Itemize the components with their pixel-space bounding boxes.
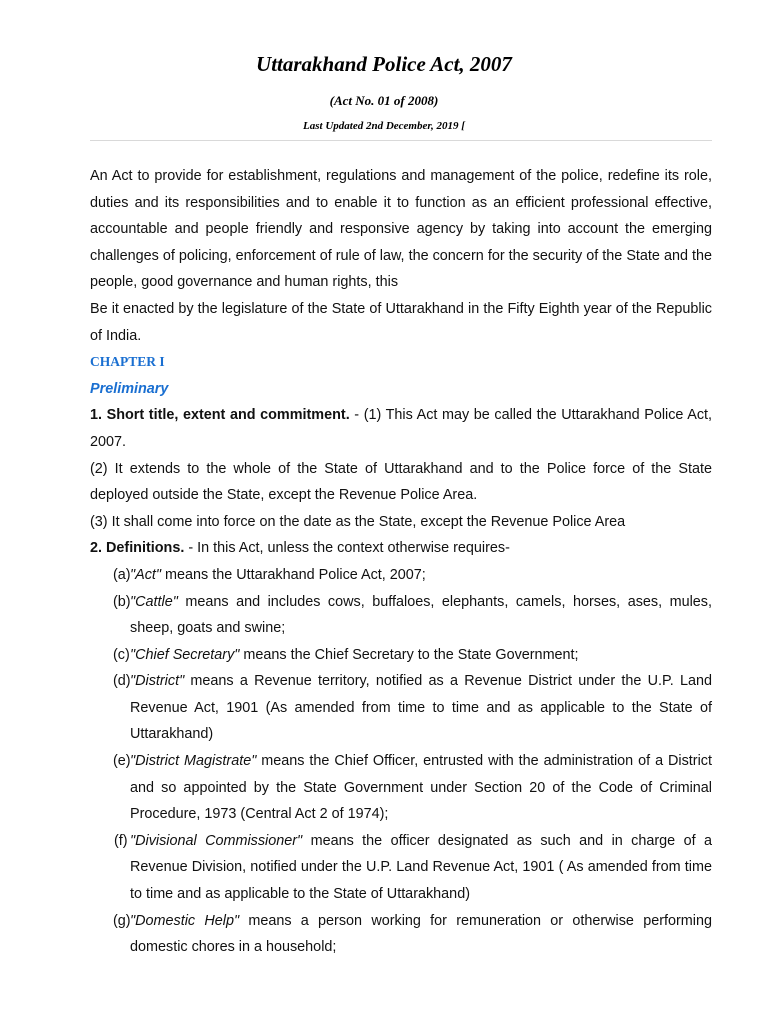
definition-text: means the Uttarakhand Police Act, 2007; — [161, 566, 426, 583]
definition-term: "Domestic Help" — [130, 912, 240, 929]
definition-item — [90, 562, 712, 589]
definition-term: "Cattle" — [130, 593, 178, 610]
definition-item — [90, 642, 712, 669]
definition-label: (a) — [113, 566, 131, 583]
definition-item — [90, 748, 712, 828]
definition-label: (d) — [113, 673, 131, 690]
section-2 — [90, 535, 712, 562]
definition-label: (e) — [113, 753, 131, 770]
act-number: (Act No. 01 of 2008) — [329, 93, 439, 108]
last-updated: Last Updated 2nd December, 2019 [ — [303, 120, 465, 132]
definition-label: (c) — [113, 646, 130, 663]
document-title: Uttarakhand Police Act, 2007 — [256, 52, 512, 76]
definition-item — [90, 589, 712, 642]
definition-term: "Chief Secretary" — [130, 646, 240, 663]
section-1-text: - (1) This Act may be called the Uttarakhand Police Act, 2007. — [90, 407, 713, 450]
definition-text: means and includes cows, buffaloes, elephants, camels, horses, ases, mules, sheep, goats and swine; — [130, 593, 712, 637]
definitions-list — [90, 562, 712, 961]
section-1-sub-2: (2) It extends to the whole of the State of Uttarakhand and to the Police force of the State deployed outside the State, except the Revenue Police Area. — [90, 460, 712, 504]
document-body — [90, 163, 712, 961]
definition-label: (b) — [113, 593, 131, 610]
section-1-sub-3: (3) It shall come into force on the date as the State, except the Revenue Police Area — [90, 513, 626, 530]
chapter-heading: CHAPTER I — [90, 354, 165, 370]
chapter-subheading: Preliminary — [90, 380, 169, 397]
definition-item — [90, 908, 712, 961]
section-2-heading: 2. Definitions. — [90, 540, 185, 557]
definition-term: "Divisional Commissioner" — [130, 832, 303, 849]
definition-label: (f) — [114, 832, 128, 849]
definition-term: "District Magistrate" — [130, 753, 257, 770]
definition-item — [90, 828, 712, 908]
section-2-text: - In this Act, unless the context otherwise requires- — [184, 540, 510, 557]
definition-term: "District" — [130, 673, 185, 690]
definition-text: means the Chief Secretary to the State Government; — [239, 646, 579, 663]
definition-label: (g) — [113, 912, 131, 929]
definition-text: means the officer designated as such and in charge of a Revenue Division, notified under the U.P. Land Revenue Act, 1901 ( As amended from time to time and as applicable to the State of Uttarakhand) — [130, 832, 712, 903]
definition-text: means a Revenue territory, notified as a Revenue District under the U.P. Land Revenue Act, 1901 (As amended from time to time and as applicable to the State of Uttarakhand) — [130, 673, 712, 743]
section-1-heading: 1. Short title, extent and commitment. — [90, 407, 350, 424]
definition-text: means a person working for remuneration or otherwise performing domestic chores in a household; — [130, 912, 712, 956]
definition-text: means the Chief Officer, entrusted with the administration of a District and so appointed by the State Government under Section 20 of the Code of Criminal Procedure, 1973 (Central Act 2 of 1974); — [130, 753, 712, 823]
definition-term: "Act" — [130, 566, 162, 583]
section-1 — [90, 402, 712, 455]
preamble-text: An Act to provide for establishment, regulations and management of the police, redefine its role, duties and its responsibilities and to enable it to function as an efficient professional effective, accountable and people friendly and responsive agency by taking into account the emerging challenges of policing, enforcement of rule of law, the concern for the security of the State and the people, good governance and human rights, this — [90, 168, 712, 291]
enactment-clause: Be it enacted by the legislature of the State of Uttarakhand in the Fifty Eighth year of the Republic of India. — [90, 300, 712, 344]
header-divider — [90, 140, 712, 141]
definition-item — [90, 668, 712, 748]
